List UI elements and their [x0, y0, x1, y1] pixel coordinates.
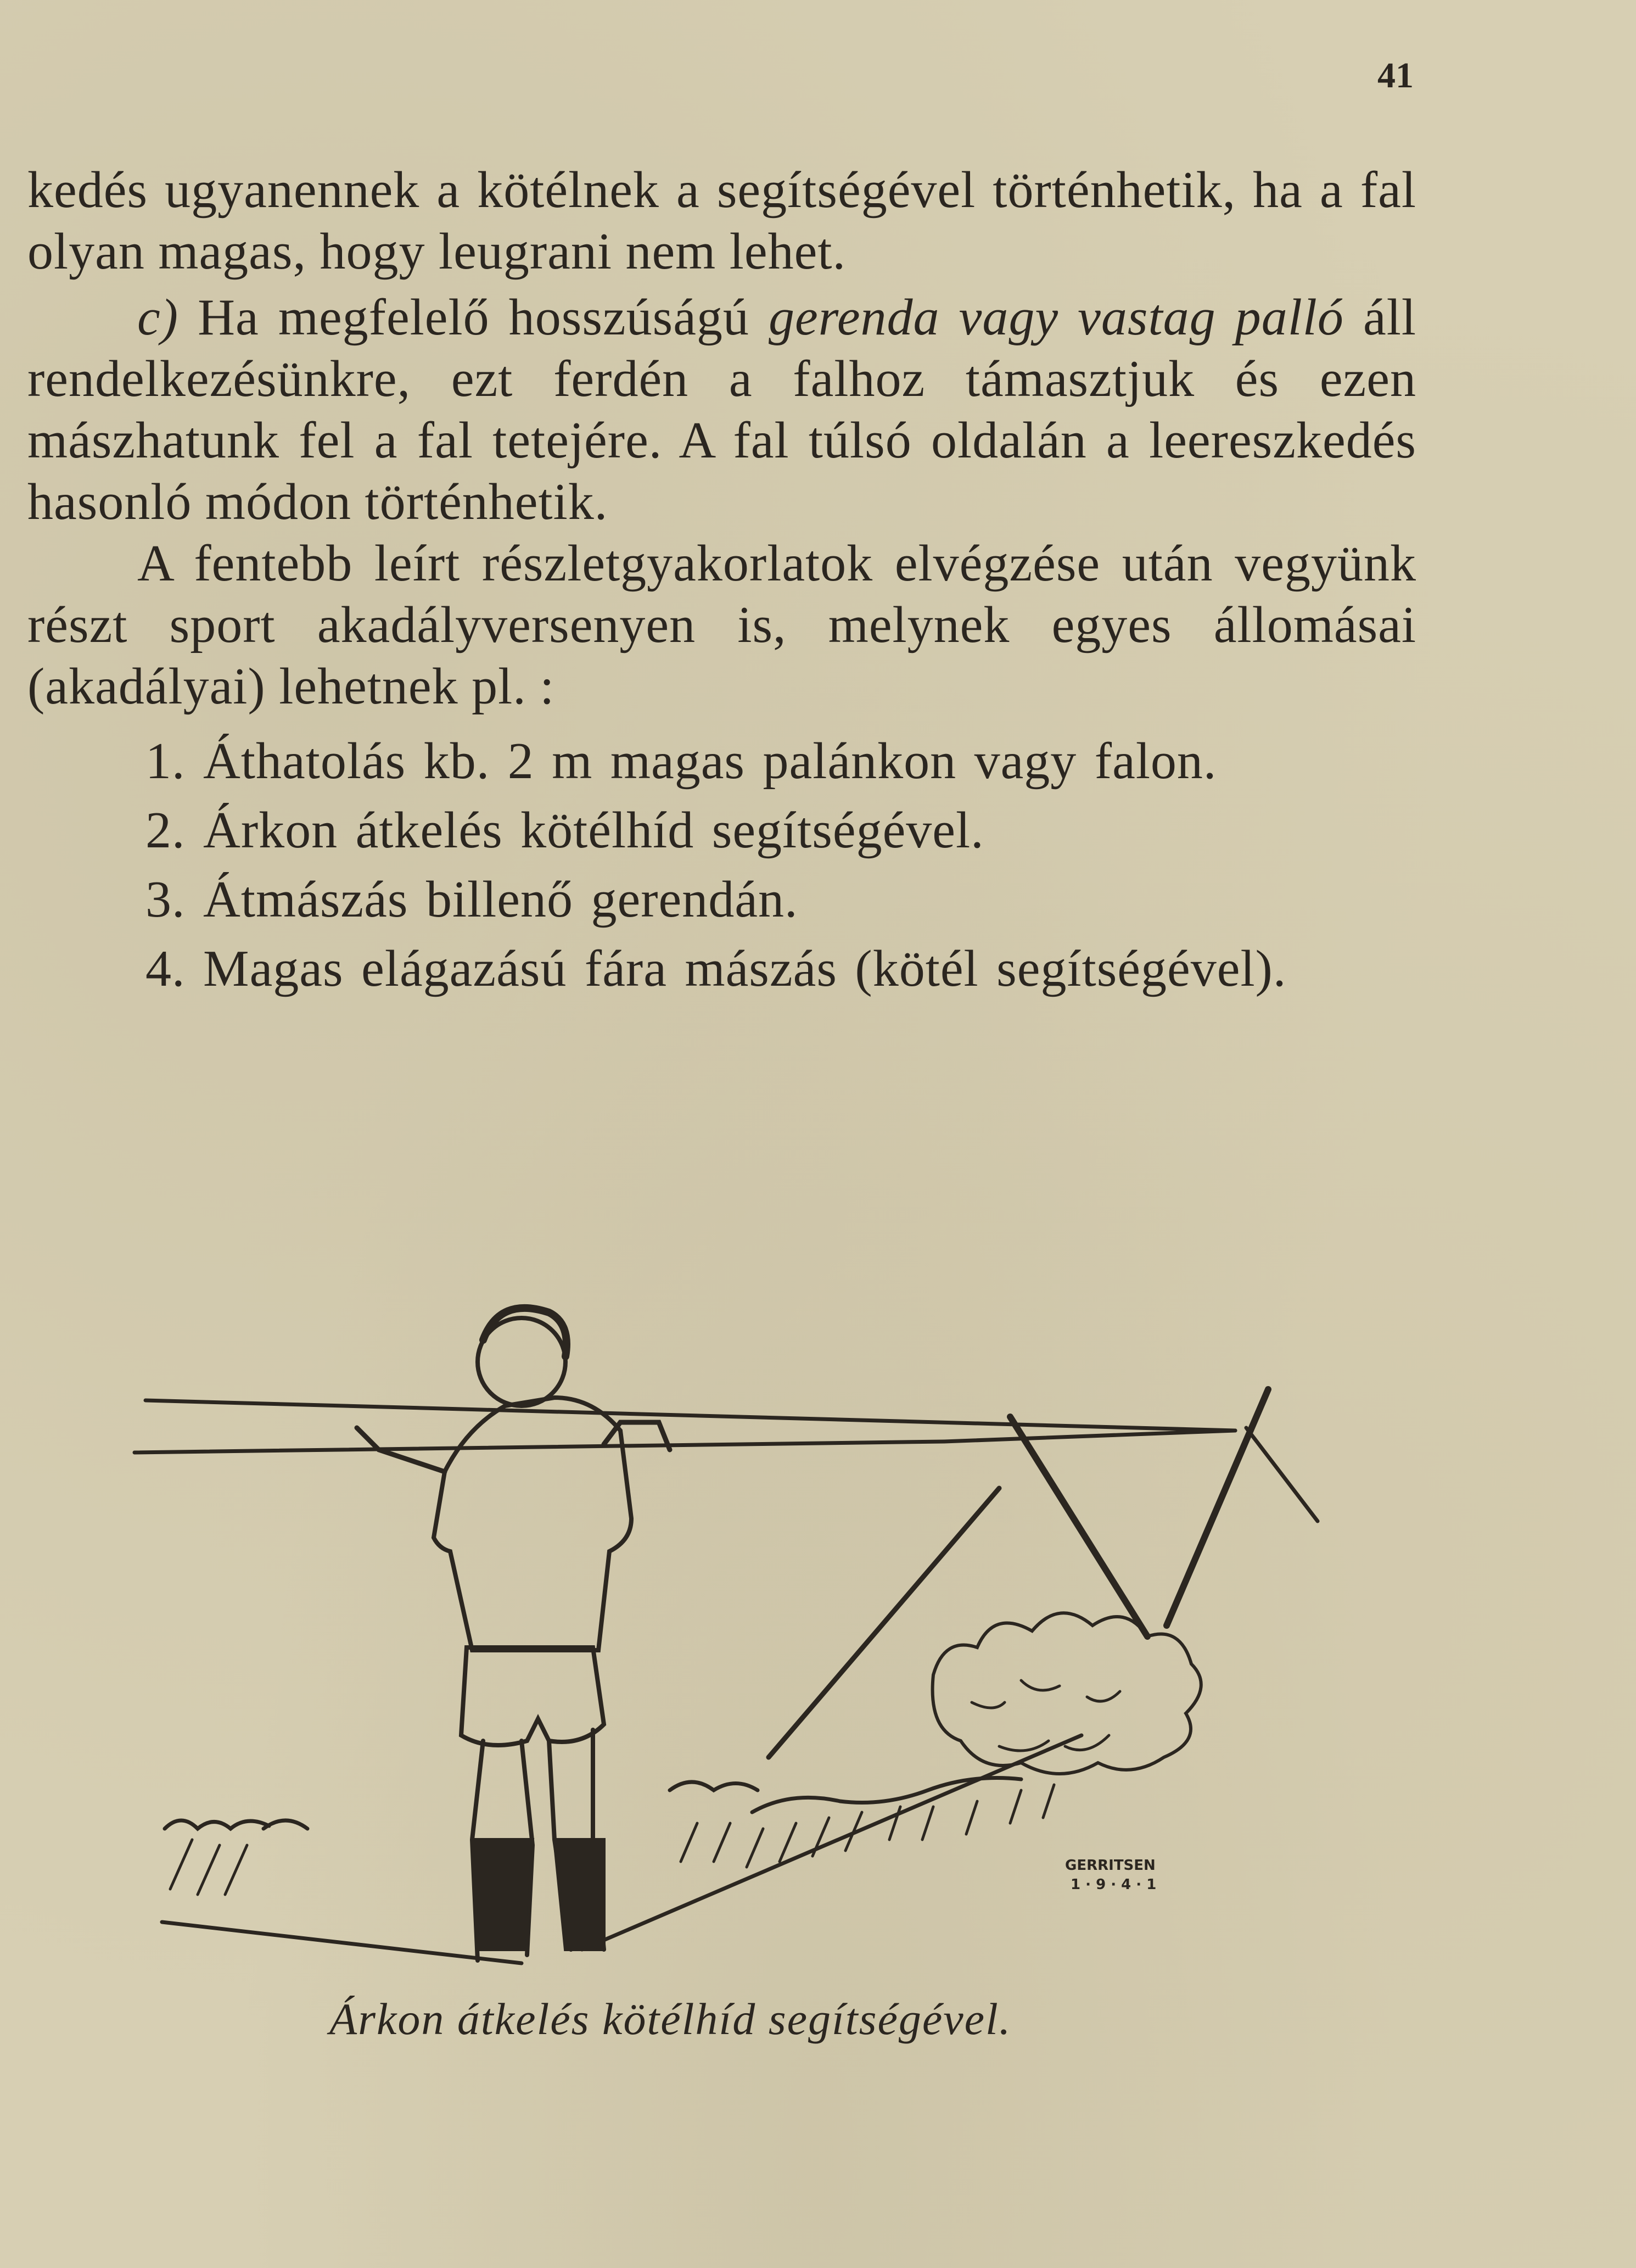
obstacle-list [27, 730, 1416, 999]
upper-rope [145, 1400, 1235, 1431]
rope-bridge-illustration [121, 1263, 1351, 1993]
foot-rope-left [162, 1922, 522, 1963]
boy-socks [472, 1840, 604, 1949]
artist-signature-name: GERRITSEN [1065, 1857, 1156, 1874]
foot-rope-right [582, 1735, 1082, 1949]
boy-shirt [434, 1398, 631, 1650]
artist-signature-date: 1 · 9 · 4 · 1 [1071, 1876, 1157, 1893]
paragraph-2-marker: c) [137, 289, 179, 346]
a-frame-pole-left [1010, 1417, 1147, 1636]
a-frame-pole-right [1167, 1389, 1268, 1625]
ground-hatching [170, 1785, 1054, 1895]
list-item: 4. Magas elágazású fára mászás (kötél segítségével). [145, 940, 1287, 997]
paragraph-1: kedés ugyanennek a kötélnek a segítségével történhetik, ha a fal olyan magas, hogy leugrani nem lehet. [27, 161, 1416, 280]
paragraph-3: A fentebb leírt részletgyakorlatok elvégzése után vegyünk részt sport akadályversenyen is, melynek egyes állomásai (akadályai) lehetnek pl. : [27, 535, 1416, 715]
paragraph-2-text-start: Ha megfelelő hosszúságú [178, 289, 769, 346]
stake [769, 1488, 999, 1757]
figure-caption: Árkon átkelés kötélhíd segítségével. [329, 1994, 1012, 2044]
ditch-edge-left [165, 1820, 307, 1829]
bush [933, 1613, 1201, 1774]
paragraph-2-italic: gerenda vagy vastag palló [769, 289, 1344, 346]
bush-detail [972, 1680, 1120, 1751]
middle-rope-end [944, 1431, 1235, 1442]
paragraph-2 [27, 287, 1416, 533]
list-item: 1. Áthatolás kb. 2 m magas palánkon vagy falon. [145, 733, 1217, 790]
body-text [27, 159, 1416, 999]
page-number: 41 [1377, 55, 1414, 96]
guy-rope [1246, 1428, 1318, 1521]
list-item: 3. Átmászás billenő gerendán. [145, 871, 798, 928]
middle-rope [135, 1442, 944, 1453]
list-item: 2. Árkon átkelés kötélhíd segítségével. [145, 802, 984, 859]
boy-shorts [461, 1647, 604, 1745]
paragraph-2-text-end: áll rendelkezésünkre, ezt ferdén a falhoz támasztjuk és ezen mászhatunk fel a fal tetejére. A fal túlsó oldalán a leereszkedés hasonló módon történhetik. [27, 289, 1416, 530]
